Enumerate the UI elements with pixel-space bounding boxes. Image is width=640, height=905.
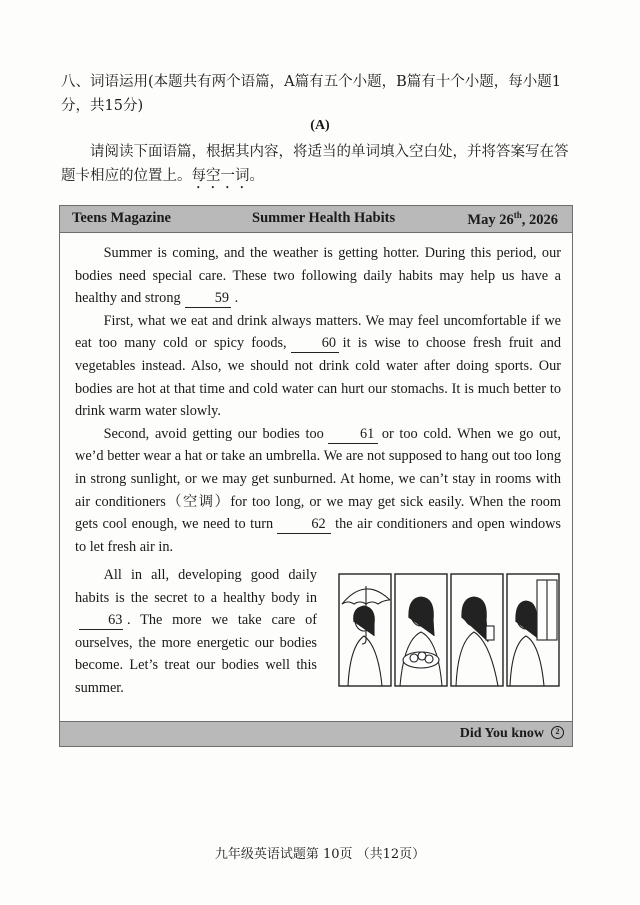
magazine-header xyxy=(60,206,572,233)
blank-61: 61 xyxy=(328,425,378,444)
blank-62: 62 xyxy=(277,515,331,534)
magazine-date: May 26th, 2026 xyxy=(467,210,558,228)
instruction-text: 请阅读下面语篇，根据其内容，将适当的单词填入空白处，并将答案写在答题卡相应的位置上。每空一词。 xyxy=(61,144,569,184)
emphasis-text: 每空一词 xyxy=(191,168,250,184)
blank-59: 59 xyxy=(185,289,231,308)
blank-60: 60 xyxy=(291,334,339,353)
part-label: (A) xyxy=(310,118,330,133)
comic-illustration xyxy=(338,570,560,688)
magazine-topic: Summer Health Habits xyxy=(252,210,396,226)
paragraph-2: First, what we eat and drink always matters. We may feel uncomfortable if we eat too many cold or spicy foods, 60 it is wise to choose fresh fruit and vegetables instead. Also, we should not drink cold water after doing sports. Our bodies are hot at that time and cold water can hurt our stomachs. It is much better to drink warm water slowly. xyxy=(75,312,561,420)
article-body xyxy=(75,242,561,558)
paragraph-1: Summer is coming, and the weather is getting hotter. During this period, our bodies need special care. These two following daily habits may help us have a healthy and strong 59 . xyxy=(75,245,561,307)
magazine-box xyxy=(59,205,573,747)
comic-panel-fruit xyxy=(395,574,447,686)
section-heading: 八、词语运用(本题共有两个语篇，A篇有五个小题，B篇有十个小题，每小题1分，共15分) xyxy=(61,74,562,114)
magazine-footer xyxy=(60,721,572,746)
circled-number-icon: 2 xyxy=(551,726,564,739)
paragraph-4: All in all, developing good daily habits is the secret to a healthy body in63 . The more we take care of ourselves, the more energetic our bodies become. Let’s treat our bodies well this summer. xyxy=(75,567,317,696)
article-conclusion xyxy=(75,564,317,700)
page-number: 九年级英语试题第 10页 （共12页） xyxy=(214,847,426,862)
paragraph-3: Second, avoid getting our bodies too 61 or too cold. When we go out, we’d better wear a hat or take an umbrella. We are not supposed to hang out too long in strong sunlight, or we may get sunburned. At home, we can’t stay in rooms with air conditioners（空调）for too long, or we may get sick easily. When the room gets cool enough, we need to turn 62 the air conditioners and open windows to let fresh air in. xyxy=(75,425,562,555)
did-you-know-label: Did You know xyxy=(459,726,544,741)
magazine-name: Teens Magazine xyxy=(72,210,171,226)
blank-63: 63 xyxy=(79,611,123,630)
